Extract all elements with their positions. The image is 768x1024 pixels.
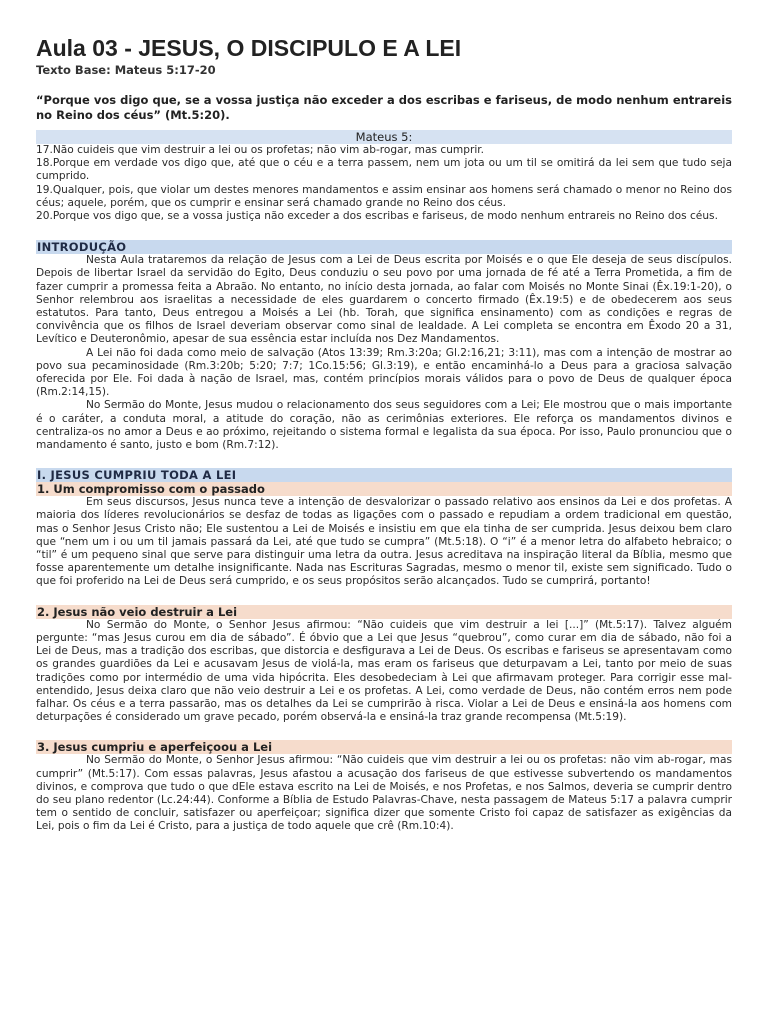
verse-18: 18.Porque em verdade vos digo que, até que o céu e a terra passem, nem um jota ou um til se omitirá da lei sem que tudo seja cumprido.	[36, 157, 732, 183]
scripture-heading: Mateus 5:	[36, 130, 732, 144]
base-text: Texto Base: Mateus 5:17-20	[36, 63, 216, 77]
subsection-1-heading: 1. Um compromisso com o passado	[36, 482, 732, 496]
verse-17: 17.Não cuideis que vim destruir a lei ou os profetas; não vim ab-rogar, mas cumprir.	[36, 144, 485, 156]
verse-19: 19.Qualquer, pois, que violar um destes menores mandamentos e assim ensinar aos homens será chamado o menor no Reino dos céus; aquele, porém, que os cumprir e ensinar será chamado grande no Reino dos céus.	[36, 183, 732, 209]
introduction-heading: INTRODUÇÃO	[36, 240, 732, 254]
subsection-2-heading: 2. Jesus não veio destruir a Lei	[36, 605, 732, 619]
scripture-verses	[36, 144, 732, 223]
intro-paragraph: No Sermão do Monte, Jesus mudou o relacionamento dos seus seguidores com a Lei; Ele mostrou que o mais importante é o caráter, a conduta moral, a atitude do coração, não as cerimônias exteriores. Ele reforça os mandamentos divinos e centraliza-os no amor a Deus e ao próximo, rejeitando o sistema formal e legalista da sua época. Por isso, Paulo pronunciou que o mandamento é santo, justo e bom (Rm.7:12).	[36, 399, 732, 452]
section-1-heading: I. JESUS CUMPRIU TODA A LEI	[36, 468, 732, 482]
intro-paragraph: Nesta Aula trataremos da relação de Jesus com a Lei de Deus escrita por Moisés e o que Ele deseja de seus discípulos. Depois de libertar Israel da servidão do Egito, Deus conduziu o seu povo por uma jornada de fé até a Terra Prometida, a fim de fazer cumprir a promessa feita a Abraão. No entanto, no início desta jornada, ao falar com Moisés no Monte Sinai (Êx.19:1-20), o Senhor relembrou aos israelitas a necessidade de eles guardarem o concerto firmado (Êx.19:5) e de obedecerem aos seus estatutos. Para tanto, Deus entregou a Moisés a Lei (hb. Torah, que significa ensinamento) com as condições e regras de convivência que os filhos de Israel deveriam observar como sinal de lealdade. A Lei completa se encontra em Êxodo 20 a 31, Levítico e Deuteronômio, apesar de sua essência estar incluída nos Dez Mandamentos.	[36, 254, 732, 346]
subsection-1-text: Em seus discursos, Jesus nunca teve a intenção de desvalorizar o passado relativo aos ensinos da Lei e dos profetas. A maioria dos líderes revolucionários se desfaz de todas as ligações com o passado e repudiam a ordem tradicional em questão, mas o Senhor Jesus Cristo não; Ele sustentou a Lei de Moisés e insistiu em que ela tinha de ser cumprida. Jesus deixou bem claro que “nem um i ou um til jamais passará da Lei, até que tudo se cumpra” (Mt.5:18). O “i” é a menor letra do alfabeto hebraico; o “til” é um pequeno sinal que serve para distinguir uma letra da outra. Jesus acreditava na inspiração literal da Bíblia, mesmo que fosse aparentemente um detalhe insignificante. Nada nas Escrituras Sagradas, mesmo o menor til, existe sem significado. Tudo o que foi proferido na Lei de Deus será cumprido, e os seus propósitos serão alcançados. Tudo se cumprirá, portanto!	[36, 496, 732, 588]
verse-20: 20.Porque vos digo que, se a vossa justiça não exceder a dos escribas e fariseus, de modo nenhum entrareis no Reino dos céus.	[36, 210, 718, 223]
key-verse-quote: “Porque vos digo que, se a vossa justiça não exceder a dos escribas e fariseus, de modo nenhum entrareis no Reino dos céus” (Mt.5:20).	[36, 93, 732, 122]
subsection-2-text: No Sermão do Monte, o Senhor Jesus afirmou: “Não cuideis que vim destruir a lei [...]” (Mt.5:17). Talvez alguém pergunte: “mas Jesus curou em dia de sábado”. É óbvio que a Lei que Jesus “quebrou”, como curar em dia de sábado, não foi a Lei de Deus, mas a tradição dos escribas, que distorcia e desfigurava a Lei de Deus. Os escribas e fariseus se apresentavam como os grandes guardiões da Lei e acusavam Jesus de violá-la, mas eram os fariseus que deturpavam a Lei, tanto por meio de suas tradições como por intermédio de uma vida hipócrita. Eles desobedeciam à Lei que afirmavam proteger. Para corrigir esse mal-entendido, Jesus deixa claro que não veio destruir a Lei e os profetas. A Lei, como verdade de Deus, não contém erros nem pode falhar. Os céus e a terra passarão, mas os detalhes da Lei se cumprirão à risca. Violar a Lei de Deus e ensiná-la aos homens com deturpações é considerado um grave pecado, porém observá-la e ensiná-la traz grande recompensa (Mt.5:19).	[36, 618, 732, 724]
lesson-title: Aula 03 - JESUS, O DISCIPULO E A LEI	[36, 35, 462, 61]
subsection-3-heading: 3. Jesus cumpriu e aperfeiçoou a Lei	[36, 740, 732, 754]
intro-paragraph: A Lei não foi dada como meio de salvação (Atos 13:39; Rm.3:20a; Gl.2:16,21; 3:11), mas com a intenção de mostrar ao povo sua pecaminosidade (Rm.3:20b; 5:20; 7:7; 1Co.15:56; Gl.3:19), e então encaminhá-lo a Deus para a graciosa salvação oferecida por Ele. Foi dada à nação de Israel, mas, contém princípios morais válidos para o povo de Deus de qualquer época (Rm.2:14,15).	[36, 346, 732, 399]
subsection-3-text: No Sermão do Monte, o Senhor Jesus afirmou: “Não cuideis que vim destruir a lei ou os profetas: não vim ab-rogar, mas cumprir” (Mt.5:17). Com essas palavras, Jesus afastou a acusação dos fariseus de que estivesse subvertendo os mandamentos divinos, e comprova que tudo o que dEle estava escrito na Lei de Moisés, e nos Profetas, e nos Salmos, deveria se cumprir dentro do seu plano redentor (Lc.24:44). Conforme a Bíblia de Estudo Palavras-Chave, nesta passagem de Mateus 5:17 a palavra cumprir tem o sentido de concluir, satisfazer ou aperfeiçoar; significa dizer que somente Cristo foi capaz de satisfazer as exigências da Lei, pois o fim da Lei é Cristo, para a justiça de todo aquele que crê (Rm.10:4).	[36, 754, 732, 833]
